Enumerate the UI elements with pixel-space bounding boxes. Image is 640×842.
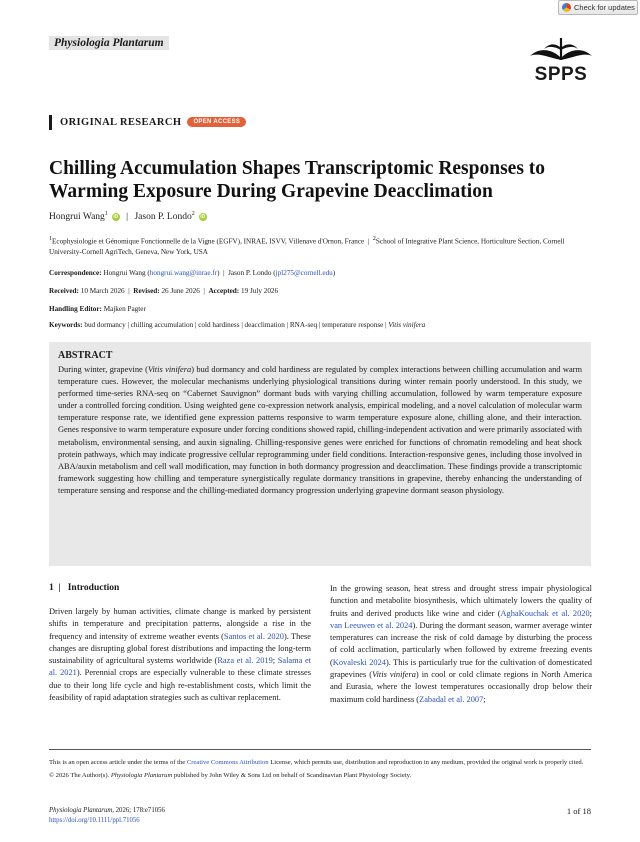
- abstract-box: [49, 342, 591, 566]
- check-for-updates-button[interactable]: [558, 0, 638, 15]
- sprout-logo-icon: [528, 36, 594, 62]
- license-link[interactable]: Creative Commons Attribution: [186, 759, 269, 766]
- article-type-label: ORIGINAL RESEARCH: [60, 116, 182, 128]
- open-access-badge: OPEN ACCESS: [187, 117, 246, 127]
- affiliations: $^1$Ecophysiologie et Génomique Fonctionnelle de la Vigne (EGFV), INRAE, ISVV, Villenave d'Ornon, France | $^2$School of Integrative Plant Science, Horticulture Section, Cornell University-Cornell AgriTech, Geneva, New York, USA: [49, 236, 565, 257]
- body-column-left: Driven largely by human activities, climate change is marked by persistent shifts in temperature and precipitation patterns, alongside a rise in the frequency and intensity of extreme weather events (Santos et al. 2020). These changes are disrupting global forest distributions and impacting the long-term sustainability of agricultural systems worldwide (Raza et al. 2019; Salama et al. 2021). Perennial crops are especially vulnerable to these climate stresses due to their long life cycle and high re-establishment costs, which limit the feasibility of rapid adaptation strategies such as cultivar replacement.: [49, 607, 312, 703]
- keywords: Keywords: bud dormancy | chilling accumulation | cold hardiness | deacclimation | RNA-seq | temperature response | Vitis vinifera: [49, 321, 426, 329]
- journal-name: Physiologia Plantarum: [49, 36, 169, 50]
- citation-link[interactable]: Santos et al. 2020: [223, 631, 284, 641]
- email-link[interactable]: hongrui.wang@inrae.fr: [149, 269, 218, 277]
- section-heading: 1 | Introduction: [49, 583, 120, 593]
- license-notice: This is an open access article under the terms of the Creative Commons Attribution License, which permits use, distribution and reproduction in any medium, provided the original work is properly cited. © 2026 The Author(s). Physiologia Plantarum published by John Wiley & Sons Ltd on behalf of Scandinavian Plant Physiology Society.: [49, 759, 584, 779]
- handling-editor: Handling Editor: Majken Pagter: [49, 305, 146, 313]
- correspondence: Correspondence: Hongrui Wang (hongrui.wang@inrae.fr) | Jason P. Londo (jpl275@cornell.edu): [49, 269, 336, 277]
- footer-divider: [49, 749, 591, 750]
- check-for-updates-label: Check for updates: [574, 3, 635, 12]
- author-separator: |: [123, 211, 131, 222]
- citation-link[interactable]: Kovaleski 2024: [332, 657, 386, 667]
- email-link[interactable]: jpl275@cornell.edu: [275, 269, 333, 277]
- article-type: [49, 114, 246, 130]
- article-type-bar: [49, 115, 52, 130]
- abstract-heading: ABSTRACT: [58, 350, 113, 361]
- author-list: [49, 211, 207, 222]
- citation-link[interactable]: Salama et al. 2021: [49, 656, 312, 678]
- article-dates: Received: 10 March 2026 | Revised: 26 June 2026 | Accepted: 19 July 2026: [49, 287, 279, 295]
- doi-link[interactable]: https://doi.org/10.1111/ppl.71056: [49, 816, 140, 824]
- crossmark-icon: [562, 3, 571, 12]
- body-column-right: In the growing season, heat stress and drought stress impair physiological function and metabolite biosynthesis, which ultimately lowers the quality of fruits and derived products like wine and cider (AghaKouchak et al. 2020; van Leeuwen et al. 2024). During the dormant season, warmer average winter temperatures can increase the risk of cold damage by disturbing the process of cold acclimation, particularly when followed by extreme freezing events (Kovaleski 2024). This is particularly true for the cultivation of domesticated grapevines (Vitis vinifera) in cool or cold climate regions in North America and Eurasia, where the lowest temperatures occasionally drop below their maximum cold hardiness (Zabadal et al. 2007;: [330, 584, 592, 704]
- society-logo: [528, 36, 594, 86]
- citation-link[interactable]: Zabadal et al. 2007: [419, 694, 484, 704]
- article-title: Chilling Accumulation Shapes Transcriptomic Responses to Warming Exposure During Grapevine Deacclimation: [49, 158, 546, 202]
- orcid-icon[interactable]: iD: [113, 213, 119, 220]
- footer-citation: Physiologia Plantarum, 2026; 178:e71056 https://doi.org/10.1111/ppl.71056: [49, 807, 165, 824]
- society-logo-text: SPPS: [534, 64, 588, 85]
- citation-link[interactable]: van Leeuwen et al. 2024: [330, 620, 413, 630]
- author-name[interactable]: Hongrui Wang$^1$: [49, 211, 108, 223]
- author-name[interactable]: Jason P. Londo$^2$: [134, 211, 195, 223]
- citation-link[interactable]: Raza et al. 2019: [217, 656, 273, 666]
- citation-link[interactable]: AghaKouchak et al. 2020: [500, 608, 590, 618]
- orcid-icon[interactable]: iD: [200, 213, 206, 220]
- page-number: 1 of 18: [566, 806, 591, 816]
- abstract-text: During winter, grapevine (Vitis vinifera) bud dormancy and cold hardiness are regulated by complex interactions between chilling accumulation and warm temperature cues. However, the molecular mechanisms underlying physiological transitions during winter remain poorly understood. In this study, we performed time-series RNA-seq on “Cabernet Sauvignon” dormant buds with varying chilling accumulation, followed by warm temperature exposure under a controlled forcing condition. Using weighted gene co-expression network analysis, empirical modeling, and a novel calculation of molecular warm temperature response rate, we identified gene expression patterns responsive to warm temperature exposure alone, chilling alone, and their interaction. Genes responsive to warm temperature exposure under forcing conditions showed rapid, chilling-independent activation and were primarily associated with metabolism, environmental sensing, and auxin signaling. Chilling-responsive genes were enriched for functions of chromatin remodeling and heat shock protein pathways, which may indicate progressive cellular reprogramming under field conditions. Interaction-responsive genes, including those involved in ABA/auxin metabolism and cell wall modification, may function in both dormancy progression and deacclimation. These findings provide a transcriptomic framework suggesting how chilling and temperature synergistically regulate dormancy transitions in grapevine, thereby enhancing the understanding of temperature sensing and response and the chilling-mediated dormancy progression underlying grapevine dormant season physiology.: [58, 365, 582, 495]
